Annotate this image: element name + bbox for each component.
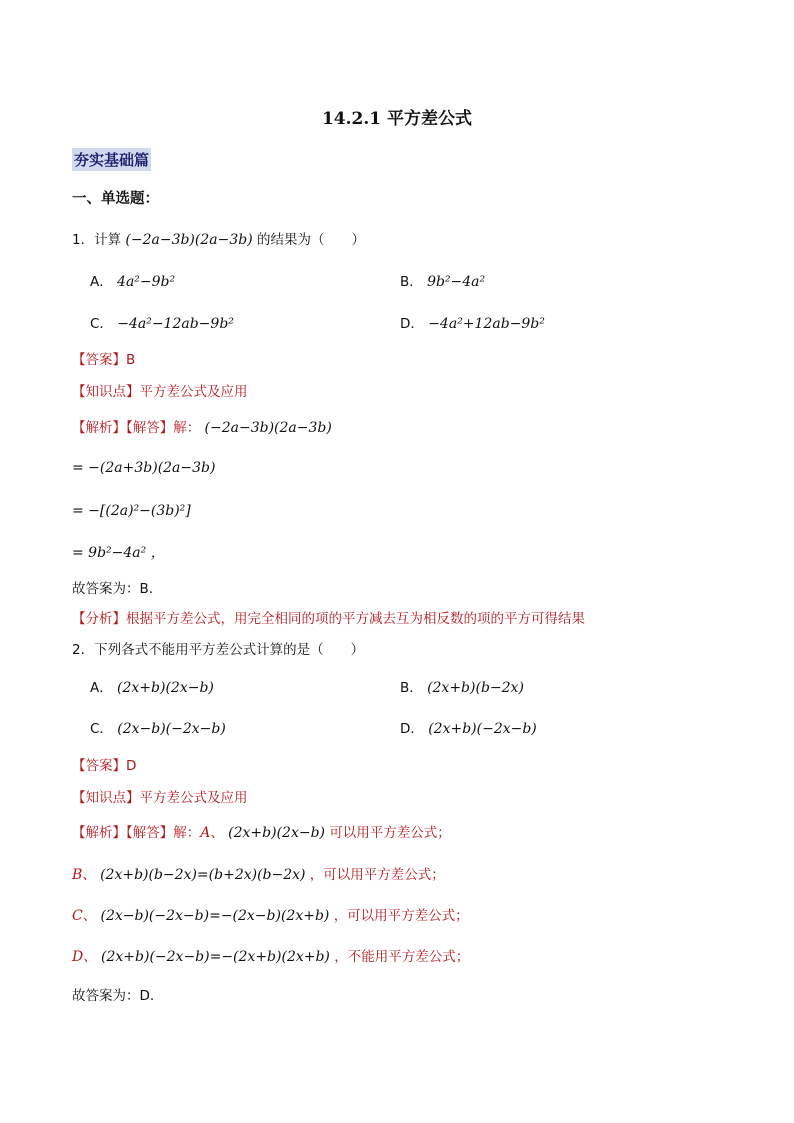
q1-conclusion: 故答案为：B. [72,581,154,597]
analysis-letter: A [200,825,211,841]
option-label: A． [90,274,113,290]
knowledge-tag: 【知识点】 [72,384,140,400]
answer-value: B [126,352,136,368]
q2-analysis: 【解析】【解答】解：A、 (2x+b)(2x−b) 可以用平方差公式； [72,825,451,841]
q1-analysis [72,419,332,437]
section-tag: 夯实基础篇 [72,148,151,171]
analysis-letter: B [72,867,83,883]
q1-step-2: = −[(2a)²−(3b)²] [72,503,191,519]
option-label: C． [90,316,113,332]
knowledge-value: 平方差公式及应用 [139,384,248,400]
q2-option-b [400,679,524,697]
analysis-text: ，可以用平方差公式； [309,867,445,883]
q2-analysis-line-c: C、 (2x−b)(−2x−b)=−(2x−b)(2x+b) ，可以用平方差公式； [72,908,469,924]
analysis-intro: 解： [173,420,201,436]
option-expr: 4a²−9b² [117,274,176,290]
knowledge-value: 平方差公式及应用 [139,790,248,806]
option-expr: (2x+b)(2x−b) [117,680,214,696]
q1-stem-suffix: 的结果为（ ） [256,232,365,248]
analysis-expr: (2x+b)(−2x−b)=−(2x+b)(2x+b) [101,949,330,965]
analysis-text: ，可以用平方差公式； [333,908,469,924]
fenxi-value: 根据平方差公式，用完全相同的项的平方减去互为相反数的项的平方可得结果 [126,611,585,627]
option-label: D． [400,316,424,332]
option-label: B． [400,274,423,290]
analysis-tag: 【解析】【解答】 [72,825,174,841]
analysis-text: 可以用平方差公式； [329,825,451,841]
analysis-expr: (2x+b)(b−2x)=(b+2x)(b−2x) [100,867,306,883]
option-expr: 9b²−4a² [427,274,486,290]
q1-step-3: = 9b²−4a² ， [72,545,165,561]
q2-option-d [400,720,537,738]
analysis-intro: 解： [173,825,201,841]
option-expr: −4a²−12ab−9b² [117,316,234,332]
answer-tag: 【答案】 [72,352,126,368]
option-expr: (2x−b)(−2x−b) [117,721,226,737]
q1-fenxi [72,610,585,628]
option-label: C． [90,721,113,737]
q1-stem [72,231,365,249]
q1-answer [72,351,135,369]
analysis-expr: (2x−b)(−2x−b)=−(2x−b)(2x+b) [100,908,330,924]
q2-analysis-line-b: B、 (2x+b)(b−2x)=(b+2x)(b−2x) ，可以用平方差公式； [72,867,445,883]
q1-option-a [90,273,175,291]
option-label: A． [90,680,113,696]
section-heading: 一、单选题： [72,191,159,207]
option-label: D． [400,721,424,737]
q2-answer [72,757,136,775]
answer-value: D [126,758,137,774]
q1-step-1: = −(2a+3b)(2a−3b) [72,460,216,476]
q1-stem-prefix: 1．计算 [72,232,122,248]
q1-option-c [90,315,234,333]
option-expr: (2x+b)(b−2x) [427,680,524,696]
analysis-letter: D [72,949,84,965]
fenxi-tag: 【分析】 [72,611,126,627]
analysis-text: ，不能用平方差公式； [334,949,470,965]
analysis-expr: (−2a−3b)(2a−3b) [204,420,332,436]
q2-option-c [90,720,226,738]
q1-stem-expr: (−2a−3b)(2a−3b) [125,232,253,248]
answer-tag: 【答案】 [72,758,126,774]
analysis-expr: (2x+b)(2x−b) [228,825,326,841]
analysis-tag: 【解析】【解答】 [72,420,174,436]
q1-option-b [400,273,485,291]
q1-option-d [400,315,545,333]
option-expr: −4a²+12ab−9b² [428,316,545,332]
q2-option-a [90,679,214,697]
option-expr: (2x+b)(−2x−b) [428,721,537,737]
page-title: 14.2.1 平方差公式 [321,109,473,129]
q1-knowledge [72,383,248,401]
q2-analysis-line-d: D、 (2x+b)(−2x−b)=−(2x+b)(2x+b) ，不能用平方差公式； [72,949,470,965]
option-label: B． [400,680,423,696]
q2-knowledge [72,789,248,807]
q2-conclusion: 故答案为：D. [72,988,155,1004]
analysis-letter: C [72,908,83,924]
knowledge-tag: 【知识点】 [72,790,140,806]
q2-stem: 2．下列各式不能用平方差公式计算的是（ ） [72,642,365,658]
